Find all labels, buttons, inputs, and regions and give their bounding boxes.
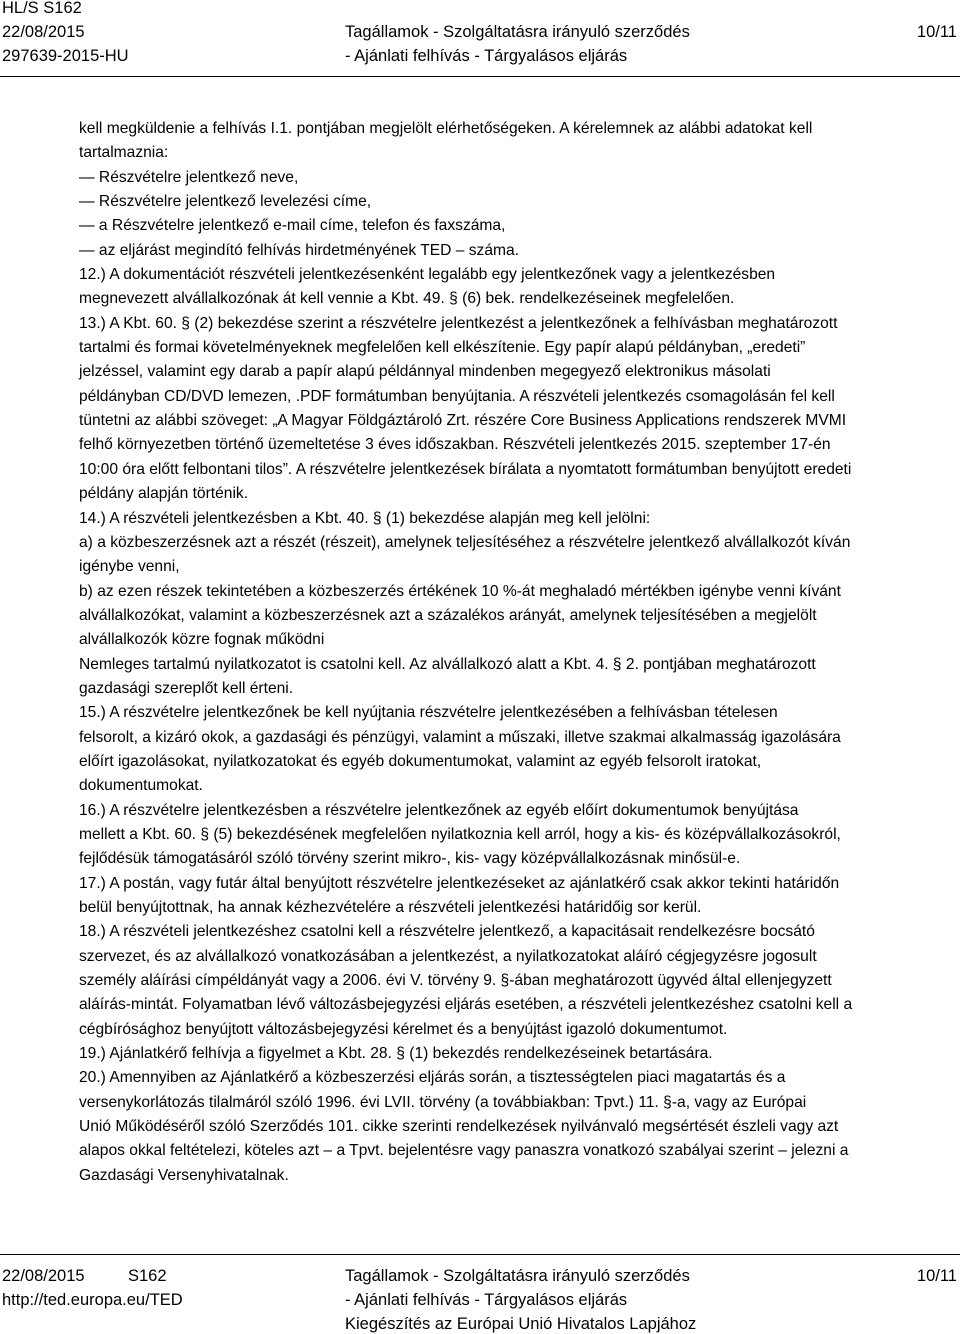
footer-title-line3: Kiegészítés az Európai Unió Hivatalos Lapjához bbox=[345, 1315, 697, 1333]
body-line: belül benyújtottnak, ha annak kézhezvételére a részvételi jelentkezési határidőig sor kerül. bbox=[79, 899, 702, 916]
body-line: — Részvételre jelentkező neve, bbox=[79, 168, 299, 186]
body-line: 18.) A részvételi jelentkezéshez csatolni kell a részvételre jelentkező, a kapacitásait rendelkezésre bocsátó bbox=[79, 923, 815, 941]
footer-series: S162 bbox=[128, 1267, 167, 1285]
body-line: felhő környezetben történő üzemeltetése 3 éves időszakban. Részvételi jelentkezés 2015. szeptember 17-én bbox=[79, 436, 831, 454]
body-line: cégbírósághoz benyújtott változásbejegyzési kérelmet és a benyújtást igazoló dokumentumot. bbox=[79, 1020, 728, 1038]
body-line: — Részvételre jelentkező levelezési címe, bbox=[79, 193, 372, 211]
body-line: felsorolt, a kizáró okok, a gazdasági és pénzügyi, valamint a műszaki, illetve szakmai alkalmasság igazolására bbox=[79, 728, 841, 746]
body-line: személy aláírási címpéldányát vagy a 2006. évi V. törvény 9. §-ában meghatározott ügyvéd által ellenjegyzett bbox=[79, 972, 832, 990]
body-line: 14.) A részvételi jelentkezésben a Kbt. 40. § (1) bekezdése alapján meg kell jelölni: bbox=[79, 509, 651, 527]
body-line: gazdasági szereplőt kell érteni. bbox=[79, 679, 294, 697]
body-line: szervezet, és az alvállalkozó vonatkozásában a jelentkezést, a nyilatkozatokat aláíró cégjegyzésre jogosult bbox=[79, 947, 817, 965]
body-line: versenykorlátozás tilalmáról szóló 1996. évi LVII. törvény (a továbbiakban: Tpvt.) 11. §-a, vagy az Európai bbox=[79, 1093, 807, 1111]
footer-date: 22/08/2015 bbox=[2, 1267, 85, 1285]
body-line: aláírás-mintát. Folyamatban lévő változásbejegyzési eljárás esetében, a részvételi jelentkezéshez csatolni kell a bbox=[79, 996, 853, 1014]
footer-rule bbox=[0, 1254, 960, 1255]
document-body bbox=[79, 117, 960, 1188]
body-line: példányban CD/DVD lemezen, .PDF formátumban benyújtania. A részvételi jelentkezés csomagolásán fel kell bbox=[79, 387, 835, 405]
body-line: igénybe venni, bbox=[79, 558, 180, 576]
header-page-number: 10/11 bbox=[916, 23, 957, 41]
footer-title-line1: Tagállamok - Szolgáltatásra irányuló szerződés bbox=[345, 1267, 690, 1285]
body-line: kell megküldenie a felhívás I.1. pontjában megjelölt elérhetőségeken. A kérelemnek az alábbi adatokat kell bbox=[79, 120, 813, 137]
body-line: Nemleges tartalmú nyilatkozatot is csatolni kell. Az alvállalkozó alatt a Kbt. 4. § 2. pontjában meghatározott bbox=[79, 655, 816, 673]
body-line: tartalmi és formai követelményeknek megfelelően kell elkészítenie. Egy papír alapú példányban, „eredeti” bbox=[79, 339, 806, 357]
body-line: Unió Működéséről szóló Szerződés 101. cikke szerinti rendelkezések nyilvánvaló megsértését észleli vagy azt bbox=[79, 1118, 839, 1136]
page-footer bbox=[0, 1254, 960, 1334]
body-line: példány alapján történik. bbox=[79, 485, 249, 503]
page-header bbox=[0, 0, 960, 80]
body-line: 20.) Amennyiben az Ajánlatkérő a közbeszerzési eljárás során, a tisztességtelen piaci magatartás és a bbox=[79, 1069, 786, 1087]
body-line: fejlődésük támogatásáról szóló törvény szerint mikro-, kis- vagy középvállalkozásnak minősül-e. bbox=[79, 850, 741, 868]
body-line: 13.) A Kbt. 60. § (2) bekezdése szerint a részvételre jelentkezést a jelentkezőnek a felhívásban meghatározott bbox=[79, 314, 838, 332]
body-line: — a Részvételre jelentkező e-mail címe, telefon és faxszáma, bbox=[79, 217, 506, 235]
body-line: tüntetni az alábbi szöveget: „A Magyar Földgáztároló Zrt. részére Core Business Applications rendszerek MVMI bbox=[79, 412, 847, 430]
body-line: dokumentumokat. bbox=[79, 777, 203, 795]
body-line: 16.) A részvételre jelentkezésben a részvételre jelentkezőnek az egyéb előírt dokumentumok benyújtása bbox=[79, 801, 799, 819]
body-line: 17.) A postán, vagy futár által benyújtott részvételre jelentkezéseket az ajánlatkérő csak akkor tekinti határidőn bbox=[79, 874, 840, 892]
footer-title-line2: - Ajánlati felhívás - Tárgyalásos eljárás bbox=[345, 1291, 628, 1309]
body-line: Gazdasági Versenyhivatalnak. bbox=[79, 1166, 289, 1184]
body-line: alvállalkozókat, valamint a közbeszerzésnek azt a százalékos arányát, amelynek teljesítésében a megjelölt bbox=[79, 606, 817, 624]
body-line: a) a közbeszerzésnek azt a részét (részeit), amelynek teljesítéséhez a részvételre jelentkező alvállalkozót kíván bbox=[79, 533, 851, 551]
body-line: jelzéssel, valamint egy darab a papír alapú példánnyal mindenben megegyező elektronikus másolati bbox=[79, 363, 771, 381]
body-line: mellett a Kbt. 60. § (5) bekezdésének megfelelően nyilatkoznia kell arról, hogy a kis- és középvállalkozásokról, bbox=[79, 825, 841, 843]
header-ref: 297639-2015-HU bbox=[2, 47, 129, 65]
header-date: 22/08/2015 bbox=[2, 23, 85, 41]
footer-url[interactable]: http://ted.europa.eu/TED bbox=[2, 1291, 183, 1309]
body-line: előírt igazolásokat, nyilatkozatokat és egyéb dokumentumokat, valamint az egyéb felsorolt iratokat, bbox=[79, 752, 762, 770]
body-line: — az eljárást megindító felhívás hirdetményének TED – száma. bbox=[79, 241, 520, 259]
header-title-line2: - Ajánlati felhívás - Tárgyalásos eljárás bbox=[345, 47, 628, 65]
body-line: 19.) Ajánlatkérő felhívja a figyelmet a Kbt. 28. § (1) bekezdés rendelkezéseinek betartására. bbox=[79, 1045, 713, 1063]
body-line: alapos okkal feltételezi, köteles azt – a Tpvt. bejelentésre vagy panaszra vonatkozó szabályai szerint – jelezni a bbox=[79, 1142, 849, 1160]
footer-page-number: 10/11 bbox=[916, 1267, 957, 1285]
body-line: tartalmaznia: bbox=[79, 144, 169, 162]
body-line: megnevezett alvállalkozónak át kell vennie a Kbt. 49. § (6) bek. rendelkezéseinek megfelelően. bbox=[79, 290, 735, 308]
body-line: 15.) A részvételre jelentkezőnek be kell nyújtania részvételre jelentkezésében a felhívásban tételesen bbox=[79, 704, 778, 722]
body-line: 12.) A dokumentációt részvételi jelentkezésenként legalább egy jelentkezőnek vagy a jelentkezésben bbox=[79, 266, 776, 284]
header-title-line1: Tagállamok - Szolgáltatásra irányuló szerződés bbox=[345, 23, 690, 41]
doc-id: HL/S S162 bbox=[2, 0, 82, 17]
body-line: b) az ezen részek tekintetében a közbeszerzés értékének 10 %-át meghaladó mértékben igénybe venni kívánt bbox=[79, 582, 841, 600]
body-line: 10:00 óra előtt felbontani tilos”. A részvételre jelentkezések bírálata a nyomtatott formátumban benyújtott eredeti bbox=[79, 460, 852, 478]
body-line: alvállalkozók közre fognak működni bbox=[79, 631, 325, 649]
header-rule bbox=[0, 76, 960, 77]
